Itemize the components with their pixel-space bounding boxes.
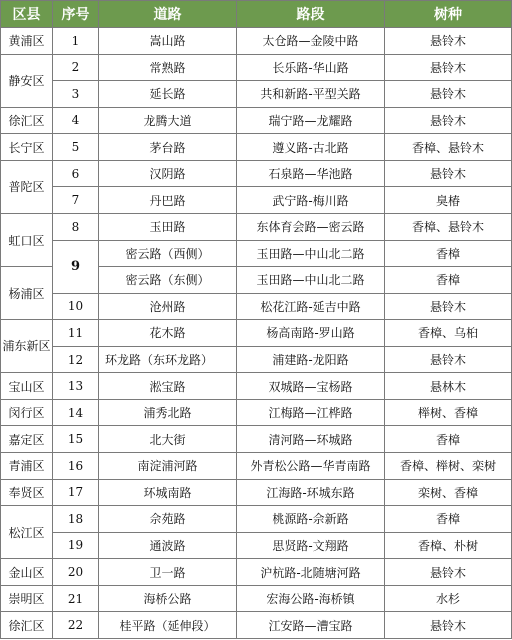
- road-cell: 卫一路: [99, 559, 237, 586]
- table-row: [1, 54, 512, 81]
- section-cell: 江梅路—江桦路: [237, 399, 385, 426]
- species-cell: 悬铃木: [385, 54, 512, 81]
- table-row: [1, 426, 512, 453]
- section-cell: 思贤路-文翔路: [237, 532, 385, 559]
- no-cell: 14: [53, 399, 99, 426]
- section-cell: 双城路—宝杨路: [237, 373, 385, 400]
- no-cell: 16: [53, 453, 99, 480]
- no-cell: 18: [53, 506, 99, 533]
- table-row: [1, 399, 512, 426]
- header-species: 树种: [385, 1, 512, 28]
- road-cell: 淞宝路: [99, 373, 237, 400]
- no-cell: 20: [53, 559, 99, 586]
- table-row: [1, 346, 512, 373]
- district-cell: 闵行区: [1, 399, 53, 426]
- table-row: [1, 160, 512, 187]
- header-no: 序号: [53, 1, 99, 28]
- road-cell: 密云路（东侧）: [99, 267, 237, 294]
- no-cell: 9: [53, 240, 99, 293]
- table-row: [1, 213, 512, 240]
- road-cell: 通波路: [99, 532, 237, 559]
- road-cell: 汉阴路: [99, 160, 237, 187]
- no-cell: 4: [53, 107, 99, 134]
- road-cell: 南淀浦河路: [99, 453, 237, 480]
- section-cell: 武宁路-梅川路: [237, 187, 385, 214]
- road-cell: 密云路（西侧）: [99, 240, 237, 267]
- road-cell: 沧州路: [99, 293, 237, 320]
- species-cell: 香樟、榉树、栾树: [385, 453, 512, 480]
- header-district: 区县: [1, 1, 53, 28]
- section-cell: 遵义路-古北路: [237, 134, 385, 161]
- species-cell: 悬铃木: [385, 346, 512, 373]
- no-cell: 10: [53, 293, 99, 320]
- no-cell: 19: [53, 532, 99, 559]
- table-row: [1, 532, 512, 559]
- section-cell: 清河路—环城路: [237, 426, 385, 453]
- no-cell: 15: [53, 426, 99, 453]
- road-cell: 丹巴路: [99, 187, 237, 214]
- species-cell: 香樟、乌桕: [385, 320, 512, 347]
- district-cell: 青浦区: [1, 453, 53, 480]
- species-cell: 香樟、悬铃木: [385, 213, 512, 240]
- species-cell: 臭椿: [385, 187, 512, 214]
- section-cell: 玉田路—中山北二路: [237, 267, 385, 294]
- district-cell: 嘉定区: [1, 426, 53, 453]
- table-row: [1, 373, 512, 400]
- no-cell: 2: [53, 54, 99, 81]
- road-cell: 环龙路（东环龙路）: [99, 346, 237, 373]
- species-cell: 悬铃木: [385, 81, 512, 108]
- section-cell: 宏海公路-海桥镇: [237, 585, 385, 612]
- section-cell: 玉田路—中山北二路: [237, 240, 385, 267]
- table-row: [1, 134, 512, 161]
- district-cell: 金山区: [1, 559, 53, 586]
- species-cell: 香樟、朴树: [385, 532, 512, 559]
- section-cell: 江安路—漕宝路: [237, 612, 385, 639]
- species-cell: 悬铃木: [385, 559, 512, 586]
- table-row: [1, 612, 512, 639]
- district-cell: 松江区: [1, 506, 53, 559]
- district-cell: 杨浦区: [1, 267, 53, 320]
- no-cell: 17: [53, 479, 99, 506]
- species-cell: 水杉: [385, 585, 512, 612]
- section-cell: 杨高南路-罗山路: [237, 320, 385, 347]
- no-cell: 5: [53, 134, 99, 161]
- district-cell: 宝山区: [1, 373, 53, 400]
- species-cell: 香樟、悬铃木: [385, 134, 512, 161]
- table-row: [1, 240, 512, 267]
- district-cell: 静安区: [1, 54, 53, 107]
- no-cell: 21: [53, 585, 99, 612]
- road-cell: 常熟路: [99, 54, 237, 81]
- species-cell: 榉树、香樟: [385, 399, 512, 426]
- section-cell: 东体育会路—密云路: [237, 213, 385, 240]
- no-cell: 22: [53, 612, 99, 639]
- no-cell: 6: [53, 160, 99, 187]
- road-cell: 嵩山路: [99, 28, 237, 55]
- no-cell: 1: [53, 28, 99, 55]
- species-cell: 香樟: [385, 240, 512, 267]
- district-cell: 长宁区: [1, 134, 53, 161]
- header-section: 路段: [237, 1, 385, 28]
- district-cell: 崇明区: [1, 585, 53, 612]
- species-cell: 悬铃木: [385, 107, 512, 134]
- road-cell: 桂平路（延伸段）: [99, 612, 237, 639]
- species-cell: 香樟: [385, 426, 512, 453]
- road-cell: 花木路: [99, 320, 237, 347]
- district-cell: 徐汇区: [1, 107, 53, 134]
- table-row: [1, 187, 512, 214]
- district-cell: 虹口区: [1, 213, 53, 266]
- section-cell: 江海路-环城东路: [237, 479, 385, 506]
- section-cell: 浦建路-龙阳路: [237, 346, 385, 373]
- no-cell: 13: [53, 373, 99, 400]
- section-cell: 太仓路—金陵中路: [237, 28, 385, 55]
- table-row: [1, 506, 512, 533]
- no-cell: 3: [53, 81, 99, 108]
- district-cell: 普陀区: [1, 160, 53, 213]
- road-cell: 环城南路: [99, 479, 237, 506]
- district-cell: 浦东新区: [1, 320, 53, 373]
- table-row: [1, 453, 512, 480]
- no-cell: 8: [53, 213, 99, 240]
- section-cell: 桃源路-佘新路: [237, 506, 385, 533]
- species-cell: 悬铃木: [385, 293, 512, 320]
- species-cell: 悬林木: [385, 373, 512, 400]
- table-row: [1, 320, 512, 347]
- species-cell: 栾树、香樟: [385, 479, 512, 506]
- table-row: [1, 479, 512, 506]
- table-row: [1, 559, 512, 586]
- table-row: [1, 107, 512, 134]
- section-cell: 沪杭路-北随塘河路: [237, 559, 385, 586]
- species-cell: 香樟: [385, 506, 512, 533]
- district-cell: 徐汇区: [1, 612, 53, 639]
- species-cell: 香樟: [385, 267, 512, 294]
- section-cell: 松花江路-延吉中路: [237, 293, 385, 320]
- header-road: 道路: [99, 1, 237, 28]
- district-cell: 奉贤区: [1, 479, 53, 506]
- section-cell: 外青松公路—华青南路: [237, 453, 385, 480]
- table-row: [1, 293, 512, 320]
- section-cell: 长乐路-华山路: [237, 54, 385, 81]
- road-cell: 延长路: [99, 81, 237, 108]
- section-cell: 瑞宁路—龙耀路: [237, 107, 385, 134]
- road-cell: 佘苑路: [99, 506, 237, 533]
- species-cell: 悬铃木: [385, 612, 512, 639]
- table-row: [1, 585, 512, 612]
- no-cell: 7: [53, 187, 99, 214]
- road-cell: 龙腾大道: [99, 107, 237, 134]
- no-cell: 11: [53, 320, 99, 347]
- road-cell: 北大街: [99, 426, 237, 453]
- section-cell: 石泉路—华池路: [237, 160, 385, 187]
- district-cell: 黄浦区: [1, 28, 53, 55]
- no-cell: 12: [53, 346, 99, 373]
- section-cell: 共和新路-平型关路: [237, 81, 385, 108]
- table-row: [1, 81, 512, 108]
- road-cell: 海桥公路: [99, 585, 237, 612]
- species-cell: 悬铃木: [385, 28, 512, 55]
- road-cell: 浦秀北路: [99, 399, 237, 426]
- header-row: [1, 1, 512, 28]
- species-cell: 悬铃木: [385, 160, 512, 187]
- table-row: [1, 28, 512, 55]
- road-cell: 玉田路: [99, 213, 237, 240]
- road-cell: 茅台路: [99, 134, 237, 161]
